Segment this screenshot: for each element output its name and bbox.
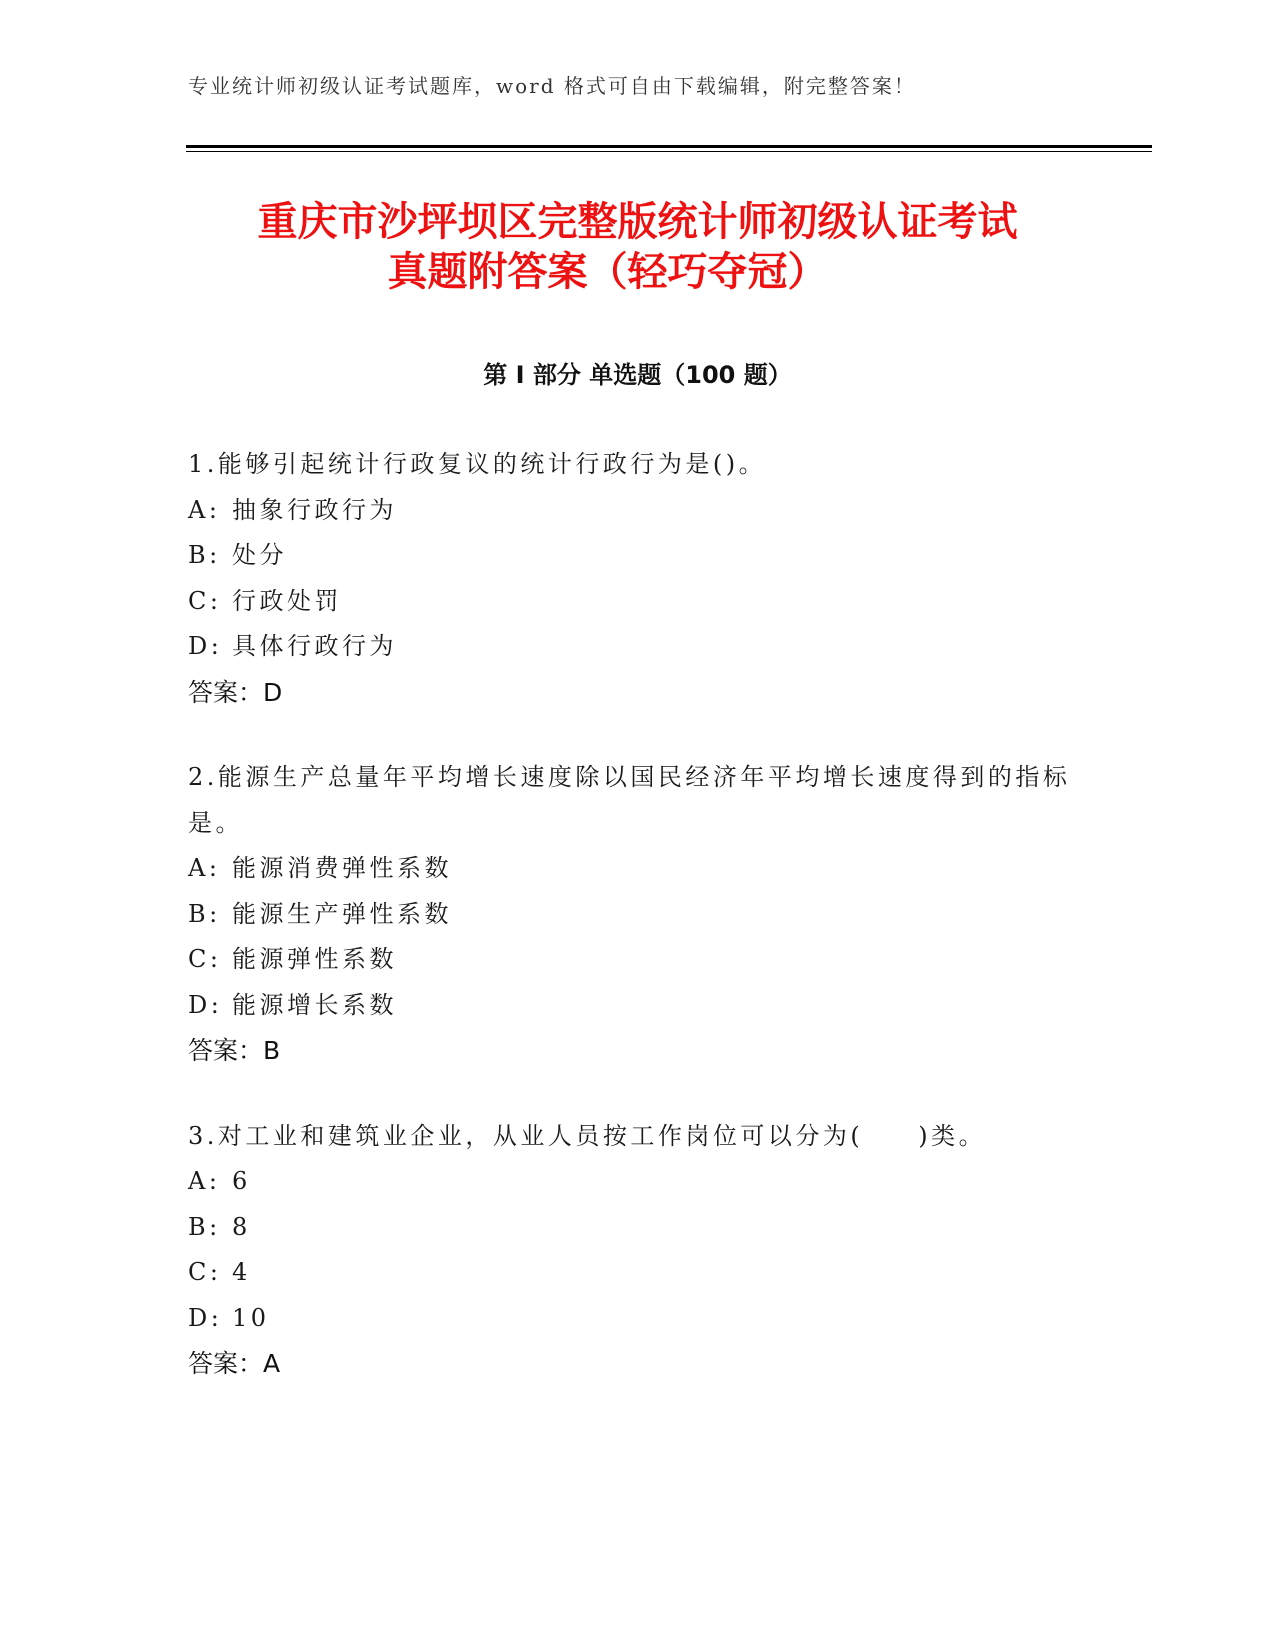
option-text: 10 [232, 1303, 270, 1332]
option-text: 能源增长系数 [232, 990, 397, 1019]
option-d [188, 624, 1088, 670]
option-key: B: [188, 899, 221, 928]
option-a [188, 488, 1088, 534]
answer-line: 答案：B [188, 1036, 281, 1065]
option-c [188, 1250, 1088, 1296]
option-key: A: [188, 495, 221, 524]
question-2 [188, 755, 1088, 1074]
option-key: B: [188, 541, 221, 569]
document-title-line-1: 重庆市沙坪坝区完整版统计师初级认证考试 [257, 199, 1018, 245]
option-text: 具体行政行为 [232, 632, 397, 660]
document-title-line-2: 真题附答案（轻巧夺冠） [387, 249, 828, 295]
option-b [188, 892, 1088, 938]
option-text: 能源弹性系数 [232, 945, 397, 973]
question-stem: 2.能源生产总量年平均增长速度除以国民经济年平均增长速度得到的指标是。 [188, 763, 1071, 837]
option-text: 处分 [232, 541, 287, 569]
option-key: A: [188, 1167, 221, 1195]
section-heading: 第 I 部分 单选题（100 题） [483, 361, 792, 389]
option-c [188, 937, 1088, 983]
question-3 [188, 1114, 1088, 1387]
option-d [188, 983, 1088, 1029]
option-key: C: [188, 1258, 222, 1286]
option-text: 6 [232, 1167, 251, 1195]
option-b [188, 1205, 1088, 1251]
option-d [188, 1296, 1088, 1342]
question-stem: 3.对工业和建筑业企业，从业人员按工作岗位可以分为( )类。 [188, 1121, 987, 1150]
option-key: A: [188, 854, 221, 882]
option-key: D: [188, 990, 223, 1019]
question-list [188, 442, 1088, 1427]
option-key: D: [188, 632, 223, 660]
option-text: 4 [232, 1258, 251, 1286]
option-c [188, 579, 1088, 625]
option-text: 抽象行政行为 [232, 495, 397, 524]
option-key: C: [188, 586, 222, 615]
option-a [188, 1159, 1088, 1205]
option-a [188, 846, 1088, 892]
header-rule-thin [186, 151, 1152, 152]
answer-line: 答案：D [188, 677, 283, 707]
option-text: 行政处罚 [232, 586, 342, 615]
option-key: D: [188, 1303, 223, 1332]
option-b [188, 533, 1088, 579]
answer-line: 答案：A [188, 1349, 281, 1378]
option-key: B: [188, 1212, 221, 1241]
option-text: 8 [232, 1212, 251, 1241]
question-1 [188, 442, 1088, 715]
header-rule-thick [186, 145, 1152, 148]
option-key: C: [188, 945, 222, 973]
question-stem: 1.能够引起统计行政复议的统计行政行为是()。 [188, 450, 767, 478]
page-header: 专业统计师初级认证考试题库，word 格式可自由下载编辑，附完整答案！ [188, 74, 916, 98]
option-text: 能源生产弹性系数 [232, 899, 452, 928]
document-title [0, 197, 1275, 297]
option-text: 能源消费弹性系数 [232, 854, 452, 882]
